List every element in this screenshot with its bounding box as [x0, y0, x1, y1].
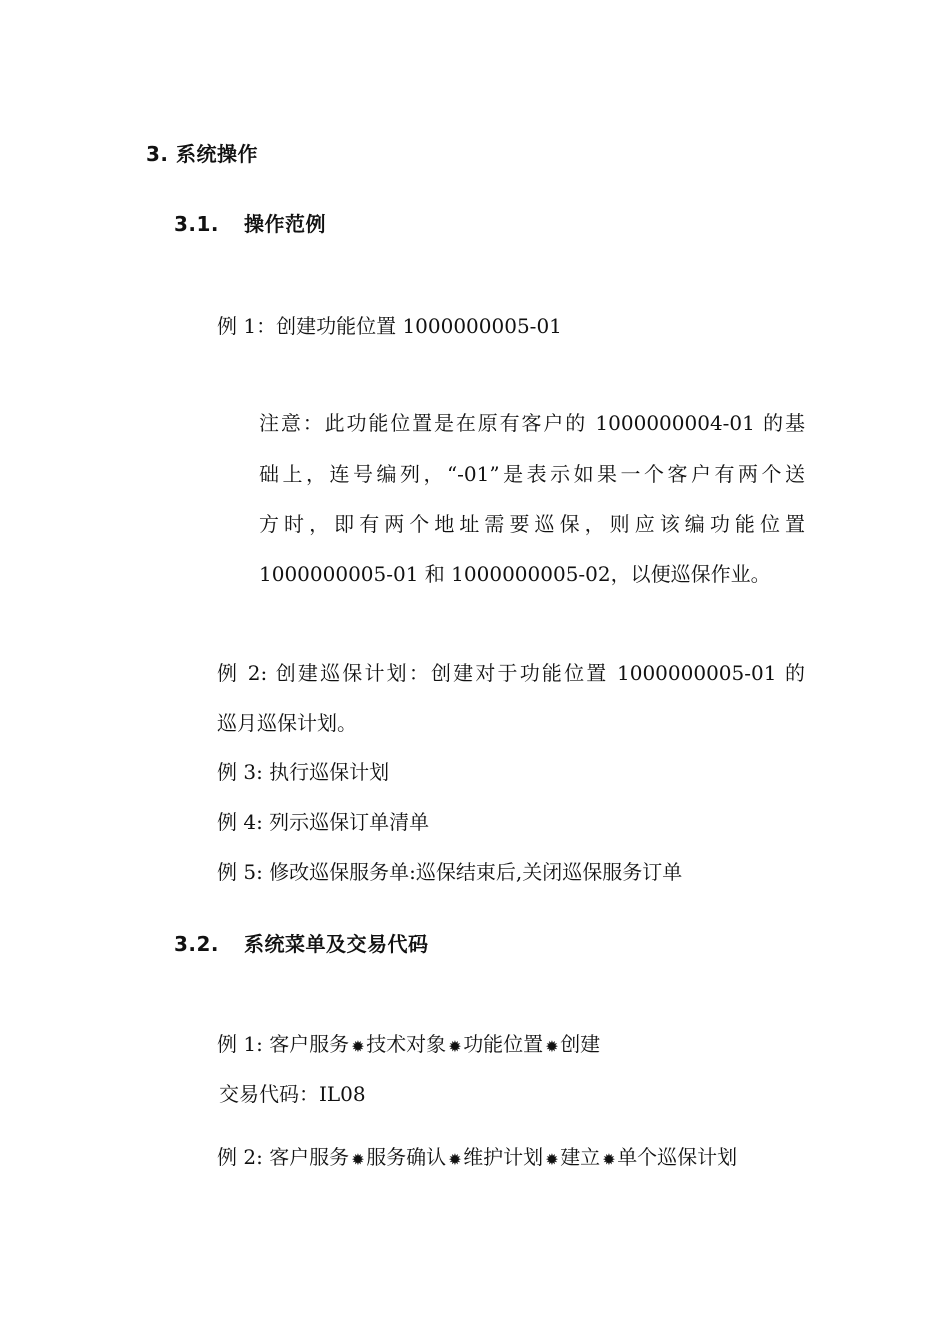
- menu-path-prefix: 例 2:: [217, 1145, 270, 1169]
- note-line-2: 础上，连号编列，“-01”是表示如果一个客户有两个送: [259, 462, 805, 486]
- menu-path-step: 服务确认: [366, 1145, 447, 1169]
- section-3-2-number: 3.2.: [174, 932, 220, 956]
- menu-path-example-1: [217, 1031, 600, 1057]
- burst-separator-icon: ✹: [545, 1150, 559, 1169]
- section-3-1-heading: [174, 208, 326, 237]
- example-3-text: 例 3: 执行巡保计划: [217, 760, 390, 784]
- burst-separator-icon: ✹: [545, 1037, 559, 1056]
- example-1-text: 例 1：创建功能位置 1000000005-01: [217, 314, 562, 338]
- note-line-3: 方时，即有两个地址需要巡保，则应该编功能位置: [259, 512, 805, 536]
- example-4-text: 例 4: 列示巡保订单清单: [217, 810, 430, 834]
- section-3-1-title: 操作范例: [244, 212, 326, 236]
- menu-path-step: 维护计划: [463, 1145, 544, 1169]
- example-2-line-2: 巡月巡保计划。: [217, 711, 357, 735]
- menu-path-step: 技术对象: [366, 1032, 447, 1056]
- section-3-2-title: 系统菜单及交易代码: [244, 932, 429, 956]
- section-3-2-heading: [174, 928, 429, 957]
- section-3-heading: 3. 系统操作: [146, 142, 258, 166]
- burst-separator-icon: ✹: [602, 1150, 616, 1169]
- menu-path-step: 建立: [560, 1145, 601, 1169]
- note-line-4: 1000000005-01 和 1000000005-02，以便巡保作业。: [259, 562, 771, 586]
- note-line-1: 注意：此功能位置是在原有客户的 1000000004-01 的基: [259, 411, 805, 435]
- menu-path-prefix: 例 1:: [217, 1032, 270, 1056]
- burst-separator-icon: ✹: [448, 1150, 462, 1169]
- menu-path-step: 客户服务: [269, 1145, 350, 1169]
- burst-separator-icon: ✹: [351, 1037, 365, 1056]
- menu-path-step: 创建: [560, 1032, 601, 1056]
- menu-path-step: 功能位置: [463, 1032, 544, 1056]
- transaction-code-text: 交易代码：IL08: [219, 1082, 366, 1106]
- menu-path-example-2: [217, 1144, 737, 1170]
- example-5-text: 例 5: 修改巡保服务单:巡保结束后,关闭巡保服务订单: [217, 860, 683, 884]
- burst-separator-icon: ✹: [351, 1150, 365, 1169]
- example-2-line-1: 例 2: 创建巡保计划：创建对于功能位置 1000000005-01 的: [217, 661, 805, 685]
- section-3-1-number: 3.1.: [174, 212, 220, 236]
- burst-separator-icon: ✹: [448, 1037, 462, 1056]
- menu-path-step: 客户服务: [269, 1032, 350, 1056]
- menu-path-step: 单个巡保计划: [617, 1145, 738, 1169]
